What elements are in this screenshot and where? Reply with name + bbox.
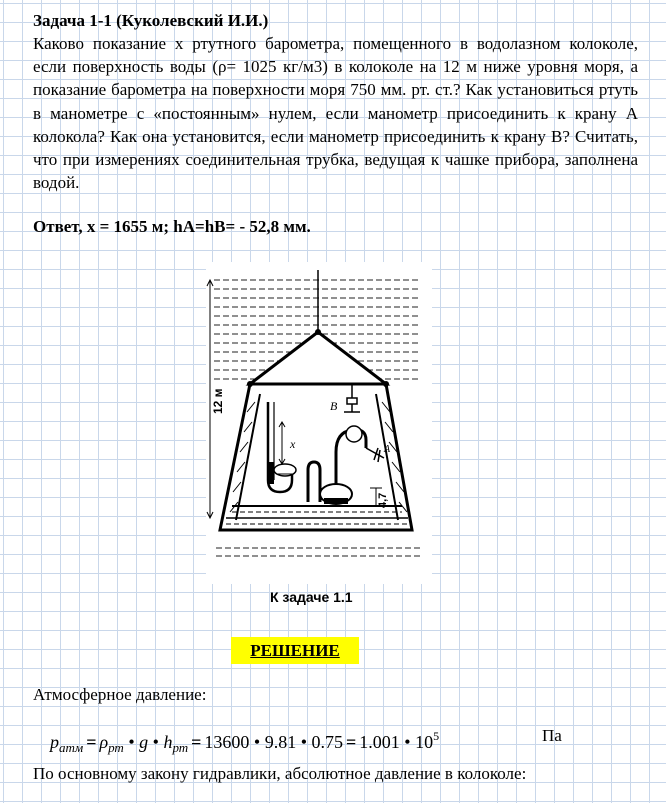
formula-rho-subscript: рт [108, 740, 124, 755]
problem-text: Каково показание x ртутного барометра, помещенного в водолазном колоколе, если поверхность воды (ρ= 1025 кг/м3) в колоколе на 12 м ниже уровня моря, а показание барометра на поверхности моря 750 мм. рт. ст.? Как установиться ртуть в манометре с «постоянным» нулем, если манометр присоединить к крану А колокола? Как она установится, если манометр присоединить к крану B? Считать, что при измерениях соединительная трубка, ведущая к чашке прибора, заполнена водой. [33, 34, 638, 193]
suspension-frame [250, 332, 386, 384]
formula-exponent: 5 [433, 729, 440, 743]
valve-b-label: B [330, 399, 338, 413]
formula-h-subscript: рт [172, 740, 189, 755]
formula-p-subscript: атм [59, 740, 84, 755]
formula-g-symbol: g [139, 732, 149, 752]
x-label: x [290, 437, 296, 451]
bottom-water-hatching [216, 548, 420, 556]
formula-h-symbol: h [163, 732, 173, 752]
formula-numbers: 13600 • 9.81 • 0.75 [204, 732, 344, 752]
valve-a-label: A [384, 444, 391, 455]
formula-result: 1.001 • 10 [359, 732, 434, 752]
problem-title: Задача 1-1 (Куколевский И.И.) [33, 11, 269, 30]
problem-answer: Ответ, x = 1655 м; hA=hB= - 52,8 мм. [33, 217, 311, 236]
figure-caption: К задаче 1.1 [270, 589, 353, 605]
formula-rho-symbol: ρ [99, 732, 109, 752]
height-label: 4,7 [377, 492, 389, 508]
formula-p-symbol: p [50, 732, 59, 752]
solution-heading: РЕШЕНИЕ [231, 637, 359, 664]
formula-unit: Па [542, 726, 562, 745]
hydraulics-law-line: По основному закону гидравлики, абсолютное давление в колоколе: [33, 764, 527, 783]
atm-pressure-formula: $p_{атм} = \rho_{рт}$ • g • $h_{рт} = 13600$ • 9.81 • 0.75 = 1.001 • $10^5$ [50, 729, 440, 755]
diving-bell-figure [206, 262, 432, 584]
diving-bell-drawing [206, 262, 432, 584]
depth-label: 12 м [211, 388, 225, 414]
atm-pressure-label: Атмосферное давление: [33, 685, 207, 704]
